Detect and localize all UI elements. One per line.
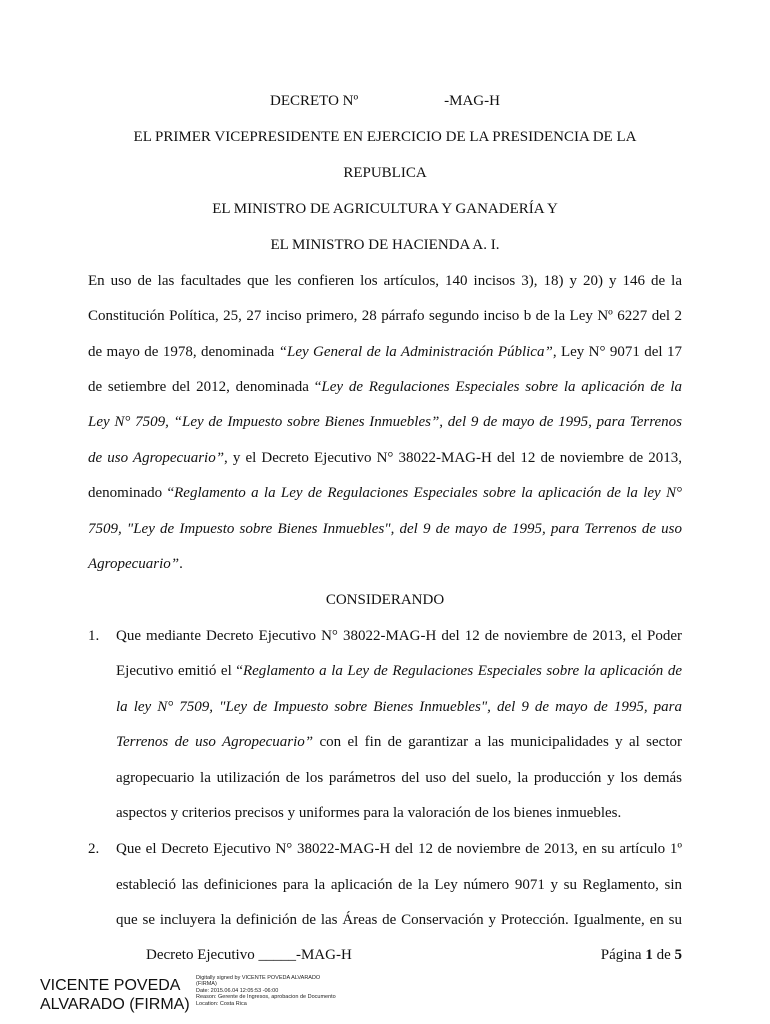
- authority-line: REPUBLICA: [343, 165, 427, 181]
- preamble-line: Constitución Política, 25, 27 inciso primero, 28 párrafo segundo inciso b de la Ley Nº 6227 del 2: [88, 308, 682, 324]
- item-number: 2.: [88, 841, 100, 857]
- item-text: con el fin de garantizar a las municipalidades y al sector: [313, 734, 682, 750]
- authority-line: EL PRIMER VICEPRESIDENTE EN EJERCICIO DE LA PRESIDENCIA DE LA: [133, 129, 637, 145]
- item-line: que se incluyera la definición de las Áreas de Conservación y Protección. Igualmente, en su: [116, 912, 682, 928]
- signature-name: [40, 976, 190, 1014]
- signature-detail: Date: 2015.06.04 12:05:53 -06:00: [196, 987, 279, 994]
- preamble-line: [88, 449, 682, 467]
- regulation-title: Reglamento a la Ley de Regulaciones Especiales sobre la aplicación de: [242, 663, 682, 679]
- page-label: Página: [600, 947, 646, 963]
- item-line: [116, 662, 682, 680]
- decree-label: DECRETO Nº: [270, 93, 359, 109]
- considerando-heading: CONSIDERANDO: [325, 592, 445, 608]
- preamble-line: [88, 520, 682, 538]
- regulation-title: Terrenos de uso Agropecuario”: [116, 734, 314, 750]
- signature-detail: Reason: Gerente de Ingresos, aprobacion de Documento: [196, 994, 336, 1001]
- item-line: estableció las definiciones para la aplicación de la Ley número 9071 y su Reglamento, sin: [116, 877, 682, 893]
- preamble-text: , y el Decreto Ejecutivo N° 38022-MAG-H del 12 de noviembre de 2013,: [224, 450, 682, 466]
- law-title: Ley de Regulaciones Especiales sobre la aplicación de la: [321, 379, 682, 395]
- preamble-line: En uso de las facultades que les confieren los artículos, 140 incisos 3), 18) y 20) y 146 de la: [88, 273, 682, 289]
- item-line: Que el Decreto Ejecutivo N° 38022-MAG-H del 12 de noviembre de 2013, en su artículo 1º: [116, 841, 682, 857]
- preamble-text: .: [179, 556, 183, 572]
- item-line: [116, 733, 682, 751]
- signature-detail: (FIRMA): [196, 981, 217, 988]
- preamble-text: de mayo de 1978, denominada: [88, 344, 279, 360]
- preamble-line: [88, 378, 682, 396]
- item-text: Ejecutivo emitió el “: [116, 663, 243, 679]
- page-current: 1: [645, 947, 653, 963]
- signature-detail: Digitally signed by VICENTE POVEDA ALVARADO: [196, 975, 321, 981]
- page-of: de: [652, 947, 675, 963]
- regulation-title: la ley N° 7509, "Ley de Impuesto sobre Bienes Inmuebles", del 9 de mayo de 1995, para: [116, 699, 682, 715]
- preamble-line: [88, 343, 682, 361]
- preamble-line: [88, 484, 682, 502]
- item-line: Que mediante Decreto Ejecutivo N° 38022-MAG-H del 12 de noviembre de 2013, el Poder: [116, 628, 682, 644]
- law-title: de uso Agropecuario”: [88, 450, 225, 466]
- signature-name-line: VICENTE POVEDA: [40, 977, 181, 994]
- item-line: [116, 698, 682, 716]
- item-line: agropecuario la utilización de los parámetros del uso del suelo, la producción y los demás: [116, 770, 682, 786]
- preamble-text: de setiembre del 2012, denominada “: [88, 379, 322, 395]
- law-title: “Ley General de la Administración Pública”: [278, 344, 553, 360]
- item-line: aspectos y criterios precisos y uniformes para la valoración de los bienes inmuebles.: [116, 805, 622, 821]
- law-title: Ley N° 7509, “Ley de Impuesto sobre Bienes Inmuebles”, del 9 de mayo de 1995, para Terrenos: [88, 414, 682, 430]
- page-total: 5: [674, 947, 682, 963]
- signature-details: [196, 975, 336, 1007]
- regulation-title: Agropecuario”: [88, 556, 180, 572]
- decree-suffix: -MAG-H: [444, 93, 500, 109]
- preamble-text: , Ley N° 9071 del 17: [552, 344, 682, 360]
- preamble-line: [88, 555, 682, 573]
- authority-line: EL MINISTRO DE AGRICULTURA Y GANADERÍA Y: [212, 201, 558, 217]
- preamble-line: [88, 413, 682, 431]
- signature-detail: Location: Costa Rica: [196, 1000, 247, 1007]
- regulation-title: Reglamento a la Ley de Regulaciones Especiales sobre la aplicación de la ley N°: [174, 485, 683, 501]
- footer-decree: Decreto Ejecutivo _____-MAG-H: [146, 947, 352, 963]
- signature-name-line: ALVARADO (FIRMA): [40, 996, 190, 1013]
- authority-line: EL MINISTRO DE HACIENDA A. I.: [270, 237, 500, 253]
- regulation-title: 7509, "Ley de Impuesto sobre Bienes Inmuebles", del 9 de mayo de 1995, para Terrenos de uso: [88, 521, 682, 537]
- page-number: [601, 946, 682, 964]
- item-number: 1.: [88, 628, 100, 644]
- decree-title: [0, 92, 770, 110]
- preamble-text: denominado “: [88, 485, 175, 501]
